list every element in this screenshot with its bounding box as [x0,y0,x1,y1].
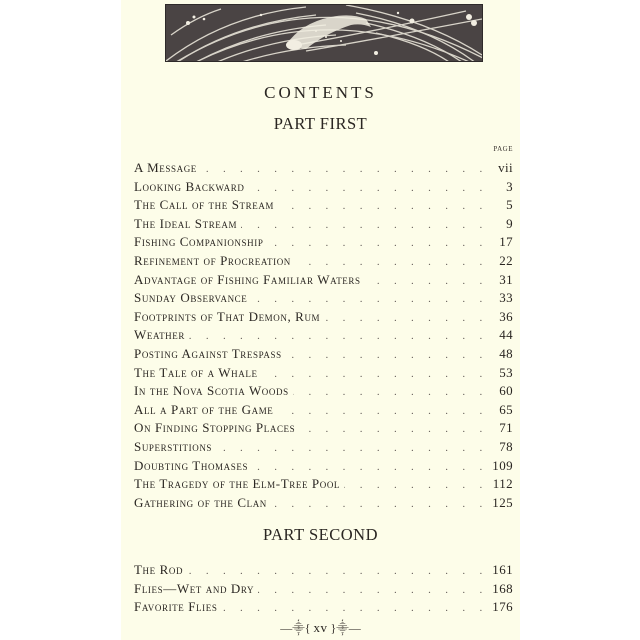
dot-leader [271,495,488,514]
toc-entry[interactable] [134,475,513,494]
contents-title: CONTENTS [264,83,377,102]
toc-entry[interactable] [134,233,513,252]
part-second-heading: PART SECOND [262,525,378,544]
dot-leader [201,160,488,179]
toc-entry-title: A Message [134,160,197,175]
toc-entry[interactable] [134,561,513,580]
dot-leader [295,253,488,272]
toc-entry-page: 17 [499,234,513,250]
toc-entry-page: 36 [499,308,513,324]
toc-entry-title: The Ideal Stream [134,215,238,231]
toc-entry-page: 78 [499,438,513,454]
dot-leader [262,365,488,384]
toc-entry[interactable] [134,494,513,513]
toc-entry-page: 168 [492,580,513,596]
toc-entry-page: 71 [499,420,513,436]
page-column-label: PAGE [493,145,513,153]
dot-leader [221,599,488,618]
toc-entry-page: 48 [499,345,513,361]
dot-leader [251,290,488,309]
toc-entry-page: 31 [499,271,513,287]
toc-entry-title: All a Part of the Game [134,401,274,417]
toc-entry-page: 65 [499,401,513,417]
toc-entry[interactable] [134,326,513,345]
toc-entry-page: 60 [499,383,513,399]
toc-entry[interactable] [134,438,513,457]
toc-entry[interactable] [134,419,513,438]
dot-leader [216,439,488,458]
toc-entry-title: Refinement of Procreation [134,252,291,268]
dot-leader [277,402,488,421]
toc-entry[interactable] [134,580,513,599]
toc-entry[interactable] [134,308,513,327]
toc-entry[interactable] [134,598,513,617]
toc-entry-title: Sunday Observance [134,290,248,306]
toc-part-second-list [134,561,513,617]
toc-entry[interactable] [134,159,513,178]
fleuron-left-icon: —⸎{ [280,621,311,635]
leaping-fish-illustration-icon [166,5,482,61]
dot-leader [293,383,488,402]
toc-entry[interactable] [134,271,513,290]
toc-entry-page: vii [498,160,513,175]
toc-entry-title: Advantage of Fishing Familiar Waters [134,271,361,287]
toc-entry[interactable] [134,345,513,364]
dot-leader [252,458,488,477]
toc-entry[interactable] [134,289,513,308]
toc-entry-page: 3 [506,178,513,194]
header-woodcut-banner [165,4,483,62]
dot-leader [189,327,488,346]
toc-entry-title: Footprints of That Demon, Rum [134,308,321,324]
dot-leader [299,420,488,439]
toc-entry-page: 5 [506,197,513,213]
toc-entry[interactable] [134,382,513,401]
toc-entry-page: 44 [499,327,513,343]
toc-entry-title: Doubting Thomases [134,457,249,473]
toc-entry-title: Gathering of the Clan [134,494,267,510]
dot-leader [278,197,488,216]
toc-entry-title: The Tragedy of the Elm-Tree Pool [134,476,341,492]
toc-entry-page: 9 [506,215,513,231]
toc-entry[interactable] [134,196,513,215]
toc-entry-title: The Call of the Stream [134,197,275,213]
toc-entry-page: 112 [492,476,513,492]
dot-leader [286,346,488,365]
dot-leader [187,562,488,581]
page-folio [121,619,520,636]
toc-entry-title: In the Nova Scotia Woods [134,383,289,399]
toc-entry-page: 161 [492,562,513,577]
book-page [121,0,520,640]
toc-entry-page: 33 [499,290,513,306]
toc-entry[interactable] [134,178,513,197]
toc-entry-title: Weather [134,327,185,343]
dot-leader [365,272,488,291]
dot-leader [241,216,488,235]
toc-entry-title: Looking Backward [134,178,245,194]
dot-leader [248,179,488,198]
toc-entry[interactable] [134,215,513,234]
toc-entry-title: The Rod [134,562,184,577]
dot-leader [324,309,488,328]
toc-entry-title: On Finding Stopping Places [134,420,296,436]
toc-entry-page: 53 [499,364,513,380]
toc-entry[interactable] [134,252,513,271]
toc-entry-title: Flies—Wet and Dry [134,580,255,596]
fleuron-right-icon: }⸎— [330,621,361,635]
toc-entry[interactable] [134,364,513,383]
toc-entry-title: The Tale of a Whale [134,364,258,380]
toc-entry-page: 125 [492,494,513,510]
toc-entry-page: 109 [492,457,513,473]
toc-entry-title: Fishing Companionship [134,234,264,250]
toc-entry-title: Favorite Flies [134,599,218,615]
part-first-heading: PART FIRST [273,114,368,133]
dot-leader [267,234,488,253]
toc-entry-title: Posting Against Trespass [134,345,282,361]
dot-leader [344,476,488,495]
toc-entry-title: Superstitions [134,438,213,454]
dot-leader [258,581,488,600]
toc-entry-page: 22 [499,252,513,268]
toc-part-first-list [134,159,513,512]
toc-entry-page: 176 [492,599,513,615]
folio-number: xv [313,620,328,635]
toc-entry[interactable] [134,401,513,420]
toc-entry[interactable] [134,457,513,476]
